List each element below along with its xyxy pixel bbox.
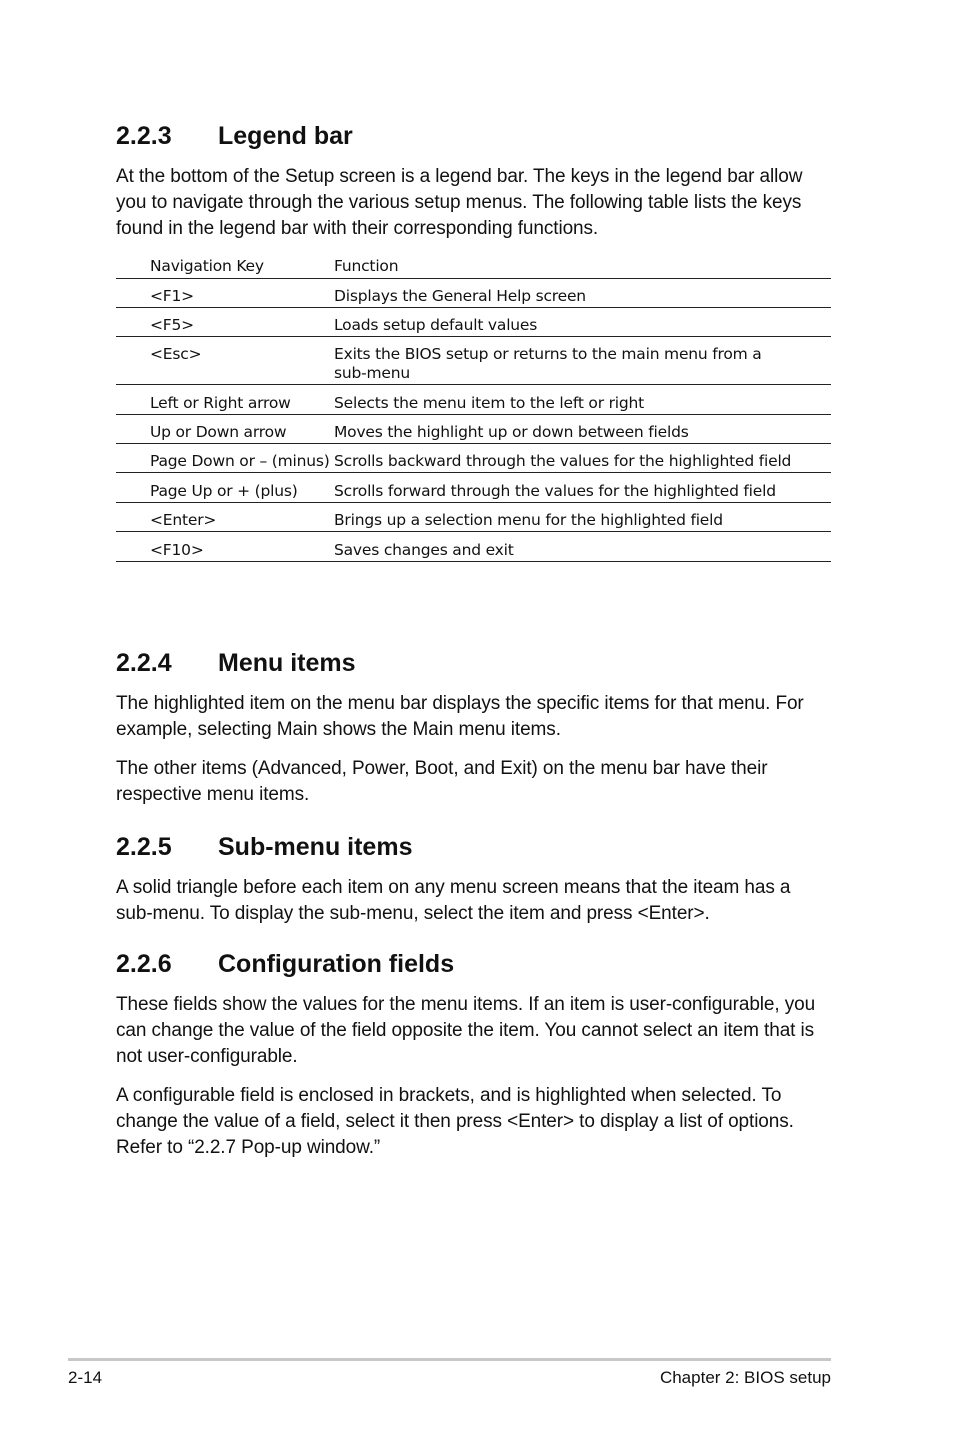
configuration-fields-paragraph-2: A configurable field is enclosed in brackets, and is highlighted when selected. To change the value of a field, select it then press <Enter> to display a list of options. Refer to “2.2.7 Pop-up window.” (116, 1085, 794, 1158)
footer-page-number: 2-14 (68, 1368, 103, 1387)
function-cell: Displays the General Help screen (334, 278, 831, 307)
function-cell: Brings up a selection menu for the highlighted field (334, 502, 831, 531)
section-heading (116, 832, 831, 862)
navigation-key-table (116, 254, 831, 562)
key-cell: <F10> (116, 531, 334, 561)
table-header-function: Function (334, 254, 831, 278)
menu-items-paragraph-2: The other items (Advanced, Power, Boot, and Exit) on the menu bar have their respective menu items. (116, 758, 768, 805)
section-sub-menu-items (116, 832, 831, 927)
section-title: Sub-menu items (218, 833, 413, 861)
table-header-key: Navigation Key (116, 254, 334, 278)
key-cell: <Esc> (116, 336, 334, 384)
key-cell: Page Down or – (minus) (116, 443, 334, 472)
table-row (116, 472, 831, 502)
section-title: Configuration fields (218, 950, 455, 978)
key-cell: Page Up or + (plus) (116, 472, 334, 502)
table-header-row (116, 254, 831, 278)
section-heading (116, 121, 831, 151)
section-number: 2.2.3 (116, 122, 172, 150)
key-cell: <F5> (116, 307, 334, 336)
footer-divider (68, 1358, 831, 1361)
table-row (116, 307, 831, 336)
function-cell: Exits the BIOS setup or returns to the main menu from a sub-menu (334, 336, 831, 384)
section-title: Menu items (218, 649, 356, 677)
function-cell: Loads setup default values (334, 307, 831, 336)
function-cell: Selects the menu item to the left or right (334, 384, 831, 414)
sub-menu-items-paragraph: A solid triangle before each item on any menu screen means that the iteam has a sub-menu. To display the sub-menu, select the item and press <Enter>. (116, 877, 791, 924)
section-configuration-fields (116, 949, 831, 1161)
section-heading (116, 949, 831, 979)
section-number: 2.2.5 (116, 833, 172, 861)
menu-items-paragraph-1: The highlighted item on the menu bar displays the specific items for that menu. For example, selecting Main shows the Main menu items. (116, 693, 804, 740)
table-row (116, 384, 831, 414)
section-number: 2.2.6 (116, 950, 172, 978)
section-title: Legend bar (218, 122, 353, 150)
key-cell: <Enter> (116, 502, 334, 531)
footer-chapter-title: Chapter 2: BIOS setup (659, 1368, 831, 1387)
table-row (116, 531, 831, 561)
section-number: 2.2.4 (116, 649, 172, 677)
table-row (116, 278, 831, 307)
section-heading (116, 648, 831, 678)
section-menu-items (116, 648, 831, 808)
table-row (116, 502, 831, 531)
function-cell: Moves the highlight up or down between fields (334, 414, 831, 443)
legend-bar-intro: At the bottom of the Setup screen is a legend bar. The keys in the legend bar allow you to navigate through the various setup menus. The following table lists the keys found in the legend bar with their corresponding functions. (116, 166, 803, 239)
table-row (116, 443, 831, 472)
key-cell: <F1> (116, 278, 334, 307)
function-cell: Scrolls backward through the values for the highlighted field (334, 443, 831, 472)
table-row (116, 336, 831, 384)
table-row (116, 414, 831, 443)
key-cell: Up or Down arrow (116, 414, 334, 443)
section-legend-bar (116, 121, 831, 242)
function-cell: Saves changes and exit (334, 531, 831, 561)
key-cell: Left or Right arrow (116, 384, 334, 414)
configuration-fields-paragraph-1: These fields show the values for the menu items. If an item is user-configurable, you can change the value of the field opposite the item. You cannot select an item that is not user-configurable. (116, 994, 816, 1067)
function-cell: Scrolls forward through the values for the highlighted field (334, 472, 831, 502)
